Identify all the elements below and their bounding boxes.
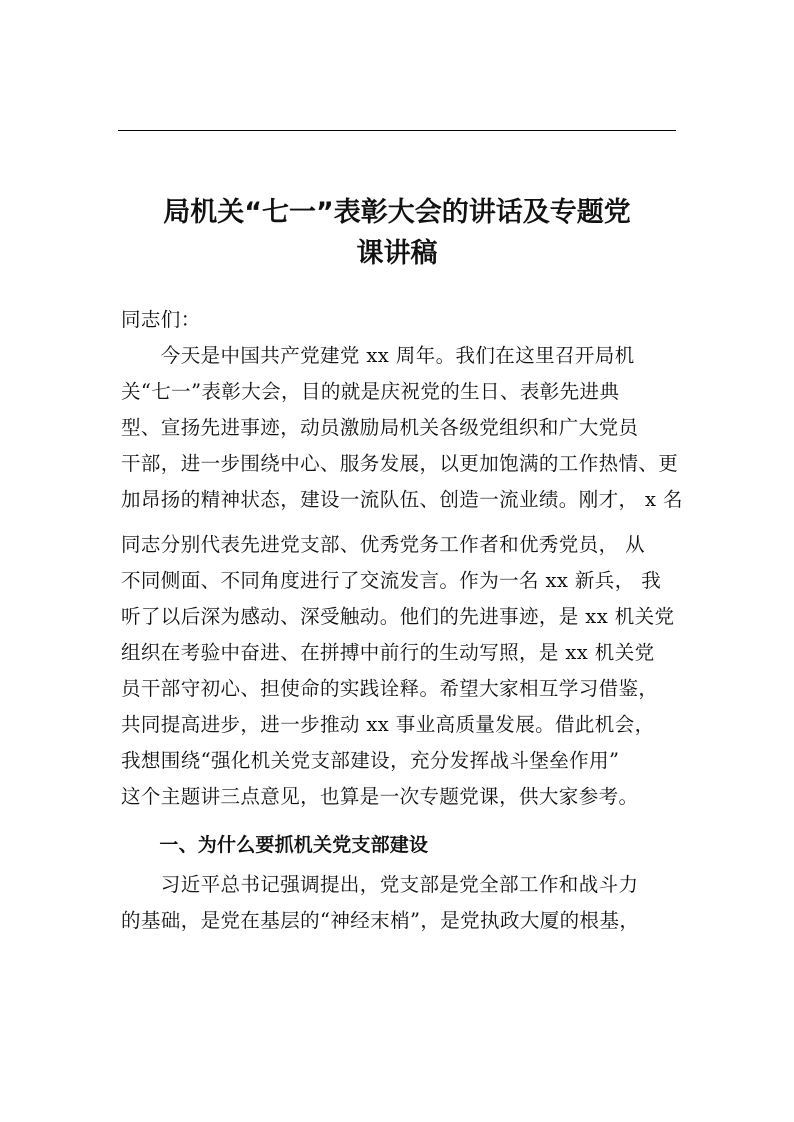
paragraph-line: 员干部守初心、担使命的实践诠释。希望大家相互学习借鉴，: [121, 677, 659, 700]
salutation: 同志们：: [121, 308, 201, 331]
paragraph-line: 的基础，是党在基层的“神经末梢”，是党执政大厦的根基，: [121, 909, 640, 932]
paragraph-line: 听了以后深为感动、深受触动。他们的先进事迹，是 xx 机关党: [121, 605, 675, 628]
document-title: 局机关“七一”表彰大会的讲话及专题党: [163, 197, 631, 228]
document-title-continued: 课讲稿: [356, 238, 438, 269]
paragraph-line: 加昂扬的精神状态，建设一流队伍、创造一流业绩。刚才， x 名: [121, 488, 683, 511]
paragraph-line: 同志分别代表先进党支部、优秀党务工作者和优秀党员， 从: [121, 533, 645, 556]
paragraph-line: 干部，进一步围绕中心、服务发展，以更加饱满的工作热情、更: [121, 452, 679, 475]
paragraph-line: 我想围绕“强化机关党支部建设，充分发挥战斗堡垒作用”: [121, 749, 620, 772]
paragraph-line: 今天是中国共产党建党 xx 周年。我们在这里召开局机: [121, 344, 635, 367]
paragraph-line: 型、宣扬先进事迹，动员激励局机关各级党组织和广大党员: [121, 416, 639, 439]
paragraph-line: 这个主题讲三点意见，也算是一次专题党课，供大家参考。: [121, 785, 639, 808]
paragraph-line: 组织在考验中奋进、在拼搏中前行的生动写照，是 xx 机关党: [121, 641, 655, 664]
paragraph-line: 习近平总书记强调提出，党支部是党全部工作和战斗力: [121, 873, 639, 896]
paragraph-line: 共同提高进步，进一步推动 xx 事业高质量发展。借此机会，: [121, 713, 655, 736]
paragraph-line: 不同侧面、不同角度进行了交流发言。作为一名 xx 新兵， 我: [121, 569, 662, 592]
section-heading: 一、为什么要抓机关党支部建设: [121, 834, 429, 856]
header-rule: [118, 130, 676, 131]
paragraph-line: 关“七一”表彰大会，目的就是庆祝党的生日、表彰先进典: [121, 380, 620, 403]
